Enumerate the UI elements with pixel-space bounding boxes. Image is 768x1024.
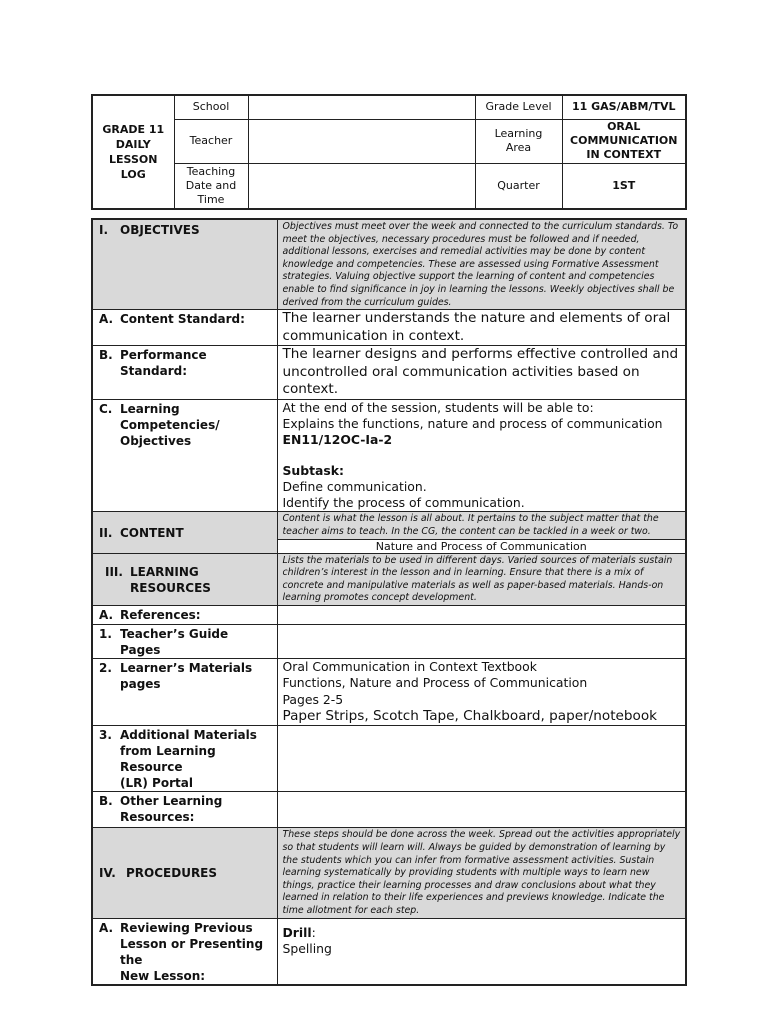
row-number: C.: [99, 401, 113, 416]
learning-area-value-line: COMMUNICATION: [570, 134, 678, 147]
references-field[interactable]: [277, 606, 686, 625]
competency-code: EN11/12OC-Ia-2: [282, 432, 393, 448]
subtask-item: Define communication.: [282, 478, 427, 494]
grade-level-value: 11 GAS/ABM/TVL: [562, 95, 686, 119]
additional-materials-row: [92, 726, 686, 792]
objectives-heading-cell: [92, 219, 277, 310]
row-label-line: Learner’s Materials: [120, 661, 253, 675]
row-label-line: (LR) Portal: [120, 776, 193, 791]
learning-area-label: [475, 119, 562, 163]
other-resources-field[interactable]: [277, 792, 686, 828]
section-number: I.: [99, 223, 109, 237]
learning-area-label-line: Learning: [494, 127, 543, 140]
reviewing-row: [92, 918, 686, 985]
competencies-row: [92, 399, 686, 512]
section-heading: OBJECTIVES: [120, 223, 200, 237]
learning-area-value: [562, 119, 686, 163]
subtask-item: Identify the process of communication.: [282, 495, 525, 511]
learning-resources-heading-cell: [92, 553, 277, 605]
content-note-row: [92, 512, 686, 539]
grade-level-label: Grade Level: [475, 95, 562, 119]
learning-area-value-line: IN CONTEXT: [586, 148, 662, 161]
subtask-label: Subtask:: [282, 462, 344, 478]
row-label-line: Reviewing Previous: [120, 920, 253, 935]
objectives-note-cell: [277, 219, 686, 310]
row-number: 3.: [99, 728, 112, 743]
performance-standard-text: The learner designs and performs effective controlled and uncontrolled oral communication activities based on context.: [282, 346, 679, 398]
teaching-date-field[interactable]: [248, 163, 475, 209]
other-resources-row: [92, 792, 686, 828]
competencies-intro: At the end of the session, students will be able to:: [282, 399, 594, 415]
row-label-line: pages: [120, 677, 161, 691]
procedures-note: These steps should be done across the week. Spread out the activities appropriately so that students will learn will. Always be guided by demonstration of learning by the students which you can infer from formative assessment activities. Sustain learning systematically by providing students with multiple ways to learn new things, practice their learning processes and draw conclusions about what they learned in relation to their life experiences and previews knowledge. Indicate the time allotment for each step.: [282, 829, 681, 916]
title-line: LESSON: [109, 153, 158, 166]
row-label: References:: [120, 608, 201, 622]
learners-materials-row: [92, 659, 686, 726]
section-heading: LEARNING RESOURCES: [130, 564, 211, 595]
drill-text: Spelling: [282, 940, 332, 956]
content-standard-text: The learner understands the nature and elements of oral communication in context.: [282, 310, 671, 344]
section-number: III.: [105, 564, 123, 579]
learners-materials-list: Paper Strips, Scotch Tape, Chalkboard, paper/notebook: [282, 707, 658, 724]
performance-standard-row: [92, 346, 686, 400]
row-label-line: from Learning Resource: [120, 744, 216, 775]
row-number: B.: [99, 794, 113, 809]
content-standard-row: [92, 310, 686, 346]
school-label: School: [174, 95, 248, 119]
quarter-value: 1ST: [562, 163, 686, 209]
teaching-date-label: [174, 163, 248, 209]
section-number: IV.: [99, 866, 116, 881]
quarter-label: Quarter: [475, 163, 562, 209]
row-label-line: Resources:: [120, 810, 195, 825]
competencies-objective: Explains the functions, nature and process of communication: [282, 415, 663, 431]
teacher-field[interactable]: [248, 119, 475, 163]
row-label: Performance Standard:: [120, 348, 207, 379]
section-heading: PROCEDURES: [126, 866, 218, 881]
learners-materials-line: Functions, Nature and Process of Communication: [282, 675, 588, 691]
procedures-heading-cell: [92, 828, 277, 918]
row-number: A.: [99, 312, 114, 327]
content-topic: Nature and Process of Communication: [375, 539, 587, 553]
learning-area-label-line: Area: [505, 141, 532, 154]
dll-title: [92, 95, 174, 209]
section-heading: CONTENT: [120, 526, 184, 541]
row-label: Content Standard:: [120, 312, 245, 327]
title-line: GRADE 11: [102, 123, 165, 136]
learning-resources-row: [92, 553, 686, 605]
row-label-line: Competencies/: [120, 417, 220, 432]
row-number: B.: [99, 348, 113, 363]
learning-area-value-line: ORAL: [607, 120, 641, 133]
section-number: II.: [99, 526, 113, 541]
drill-colon: :: [311, 924, 316, 940]
content-heading-cell: [92, 512, 277, 553]
row-number: 2.: [99, 661, 112, 675]
row-number: A.: [99, 920, 114, 935]
learners-materials-line: Pages 2-5: [282, 691, 344, 707]
teaching-label-line: Time: [197, 192, 225, 206]
row-label-line: Learning: [120, 401, 180, 416]
teachers-guide-row: [92, 625, 686, 659]
teaching-label-line: Teaching: [186, 164, 236, 178]
title-line: LOG: [120, 168, 146, 181]
objectives-note: Objectives must meet over the week and connected to the curriculum standards. To meet the objectives, necessary procedures must be followed and if needed, additional lessons, exercises and remedial activities may be done by content knowledge and competencies. These are assessed using Formative Assessment strategies. Valuing objective support the learning of content and competencies enable to find significance in joy in learning the lessons. Weekly objectives shall be derived from the curriculum guides.: [282, 221, 679, 308]
learners-materials-line: Oral Communication in Context Textbook: [282, 659, 537, 674]
row-label-line: Other Learning: [120, 794, 223, 809]
school-field[interactable]: [248, 95, 475, 119]
teacher-label: Teacher: [174, 119, 248, 163]
additional-materials-field[interactable]: [277, 726, 686, 792]
lesson-log-table: [91, 218, 687, 986]
drill-label: Drill: [282, 924, 312, 940]
header-table: [91, 94, 687, 210]
procedures-row: [92, 828, 686, 918]
row-number: A.: [99, 608, 114, 622]
row-number: 1.: [99, 627, 112, 641]
teaching-label-line: Date and: [185, 178, 237, 192]
teachers-guide-field[interactable]: [277, 625, 686, 659]
content-note: Content is what the lesson is all about. It pertains to the subject matter that the teacher aims to teach. In the CG, the content can be tackled in a week or two.: [282, 513, 659, 538]
references-row: [92, 606, 686, 625]
title-line: DAILY: [115, 138, 151, 151]
learning-resources-note: Lists the materials to be used in different days. Varied sources of materials sustain children’s interest in the lesson and in learning. Ensure that there is a mix of concrete and manipulative materials as well as paper-based materials. Hands-on learning promotes concept development.: [282, 554, 673, 604]
row-label-line: Lesson or Presenting the: [120, 936, 264, 967]
row-label-line: Objectives: [120, 433, 192, 448]
objectives-row: [92, 219, 686, 310]
row-label: Teacher’s Guide Pages: [120, 627, 229, 657]
row-label-line: New Lesson:: [120, 968, 206, 983]
row-label-line: Additional Materials: [120, 728, 257, 743]
